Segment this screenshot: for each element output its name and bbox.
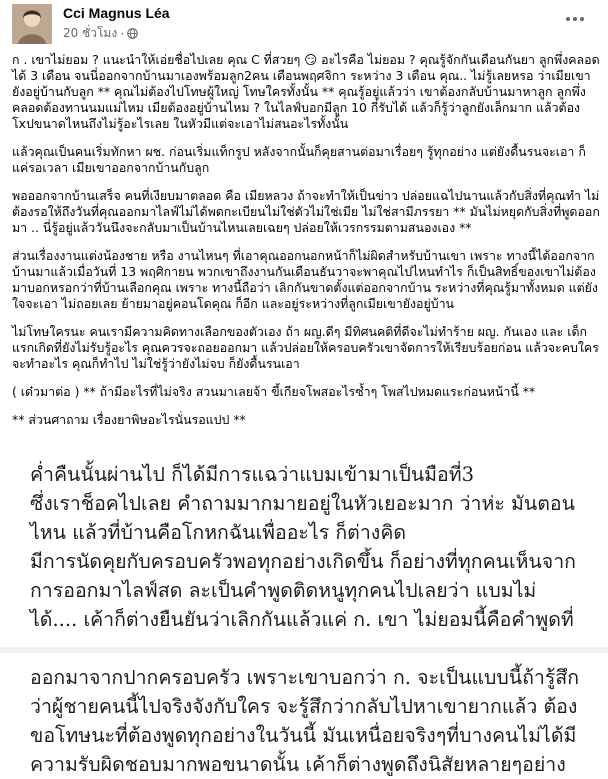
image-text-line: ขอโทษนะที่ต้องพูดทุกอย่างในวันนี้ มันเหนื่อยจริงๆที่บางคนไม่ได้มี: [30, 724, 577, 747]
avatar[interactable]: [12, 4, 52, 44]
more-options-button[interactable]: [562, 10, 588, 28]
image-text-line: ค่ำคืนนั้นผ่านไป ก็ได้มีการแฉว่าแบมเข้ามาเป็นมือที่3: [30, 463, 474, 486]
globe-icon: [127, 28, 138, 39]
post-paragraph: ไม่โทษใครนะ คนเรามีความคิดทางเลือกของตัวเอง ถ้า ผญ.ดีๆ มีทิศนคติที่ดีจะไม่ทำร้าย ผญ. กันเอง และ เด็ก แรกเกิดที่ยังไม่รับรู้อะไร คุณควรจะถอยออกมา แล้วปล่อยให้ครอบครัวเขาจัดการให้เรียบร้อยก่อน แล้วจะคบใคร จะทำอะไร คุณก็ทำไป ไม่ใช่รู้ว่ายังไม่จบ ก็ยังดื้นรนเอา: [12, 324, 599, 371]
image-text-line: มีการนัดคุยกับครอบครัวพอทุกอย่างเกิดขึ้น ก็อย่างที่ทุกคนเห็นจาก: [30, 550, 576, 573]
post-paragraph: แล้วคุณเป็นคนเริ่มทักหา ผช. ก่อนเริ่มแท็กรูป หลังจากนั้นก็คุยสานต่อมาเรื่อยๆ รู้ทุกอย่าง แต่ยังดื้นรนจะเอา ก็แค่รอเวลา เมียเขาออกจากบ้านกับลูก: [12, 144, 586, 175]
attached-text-image-2[interactable]: [0, 653, 608, 776]
more-options-icon: [566, 17, 570, 21]
post-body: [12, 52, 600, 440]
image-text-line: ออกมาจากปากครอบครัว เพราะเขาบอกว่า ก. จะเป็นแบบนี้ถ้ารู้สึก: [30, 666, 580, 689]
image-text-line: ไหน แล้วที่บ้านคือโกหกฉันเพื่ออะไร ก็ต่างคิด: [30, 521, 407, 544]
post-paragraph: ( เด๋วมาต่อ ) ** ถ้ามีอะไรที่ไม่จริง สวนมาเลยจ้า ขี้เกียจโพสอะไรซ้ำๆ โพสไปหมดแระก่อนหน้านี้ **: [12, 384, 536, 399]
image-text-line: ความรับผิดชอบมากพอขนาดนั้น เค้าก็ต่างพูดถึงนิสัยหลายๆอย่าง: [30, 753, 566, 776]
post-meta: [63, 24, 138, 43]
image-text-line: การออกมาไลฟ์สด ละเป็นคำพูดติดหนูทุกคนไปเลยว่า แบมไม่: [30, 579, 537, 602]
more-options-dot: [580, 17, 584, 21]
author-name[interactable]: Cci Magnus Léa: [63, 5, 170, 21]
image-text-line: ได้.... เค้าก็ต่างยืนยันว่าเลิกกันแล้วแค่ ก. เขา ไม่ยอมนี้คือคำพูดที่: [30, 608, 574, 631]
post-header: [0, 0, 608, 48]
post-paragraph: ก . เขาไม่ยอม ? แนะนำให้เอ่ยชื่อไปเลย คุณ C ที่สวยๆ 😏 อะไรคือ ไม่ยอม ? คุณรู้จักกันเดือนกันยา ลูกพึ่งคลอดได้ 3 เดือน จนนี่ออกจากบ้านมาเองพร้อมลูก2คน เดือนพฤศจิกา ระหว่าง 3 เดือน คุณ.. ไม่รู้เลยหรอ ว่าเมียเขายังอยู่บ้านกับลูก ** คุณไม่ต้องไปโทษผู้ใหญ่ โทษใครทั้งนั้น ** คุณรู้อยู่แล้วว่า เขาต้องกลับบ้านมาหาลูก ลูกพึ่งคลอดต้องทานนมแม่ไหม เมียต้องอยู่บ้านไหม ? ในไลฟ์บอกมีลูก 10 กี่รับได้ แล้วก็รู้ว่าลูกยังเล็กมาก แล้วต้อง โxปขนาดไหนถึงไม่รู้อะไรเลย ในหัวมีแต่จะเอาไม่สนอะไรทั้งนั้น: [12, 52, 600, 131]
attached-text-image-1[interactable]: [0, 448, 608, 647]
post-paragraph: ส่วนเรื่องงานแต่งน้องชาย หรือ งานไหนๆ ที่เอาคุณออกนอกหน้าก็ไม่ผิดสำหรับบ้านเขา เพราะ ทางนี้ได้ออกจากบ้านมาแล้วเมื่อวันที่ 13 พฤศิกายน พวกเขาถึงงานกันเดือนธันวาจะพาคุณไปไหนทำไร ก็เป็นสิทธิ์ของเขาไม่ต้องมาบอกหรอกว่าที่บ้านเลือกคุณ เพราะ ทางนี้ถือว่า เลิกกันขาดตั้งแต่ออกจากบ้าน ระหว่างที่คุณรู้มาทั้งหมด แต่ยังใจจะเอา ไม่ถอยเลย ย้ายมาอยู่คอนโดคุณ ก็อีก และอยู่ระหว่างที่ลูกเมียเขายังอยู่บ้าน: [12, 248, 598, 311]
more-options-dot: [573, 17, 577, 21]
image-text-line: ว่าผู้ชายคนนี้ไปจริงจังกับใคร จะรู้สึกว่ากลับไปหาเขายากแล้ว ต้อง: [30, 695, 578, 718]
post-paragraph: พอออกจากบ้านเสร็จ คนที่เงียบมาตลอด คือ เมียหลวง ถ้าจะทำให้เป็นข่าว ปล่อยแฉไปนานแล้วกับสิ่งที่คุณทำ ไม่ต้องรอให้ถึงวันที่คุณออกมาไลฟ์ไม่ได้พดกะเบียนไม่ใช่ตัวไม่ใช่เมีย ไม่ใช่สามีภรรยา ** มันไม่หยุดกับสิ่งที่พูดออกมา .. นี่รู้อยู่แล้ววันนึงจะกลับมาเป็นบ้านไหนเลยเฉยๆ ปล่อยให้เวรกรรมตามสนองเอง **: [12, 188, 600, 235]
meta-separator: ·: [120, 26, 125, 41]
post-time[interactable]: 20 ชั่วโมง: [63, 26, 118, 40]
avatar-photo-icon: [12, 4, 52, 44]
image-text-line: ซึ่งเราช็อคไปเลย คำถามมากมายอยู่ในหัวเยอะมาก ว่าห่ะ มันตอน: [30, 492, 575, 515]
post-paragraph: ** ส่วนศาถาม เรื่องยาพิษอะไรนั่นรอแปป **: [12, 412, 246, 427]
